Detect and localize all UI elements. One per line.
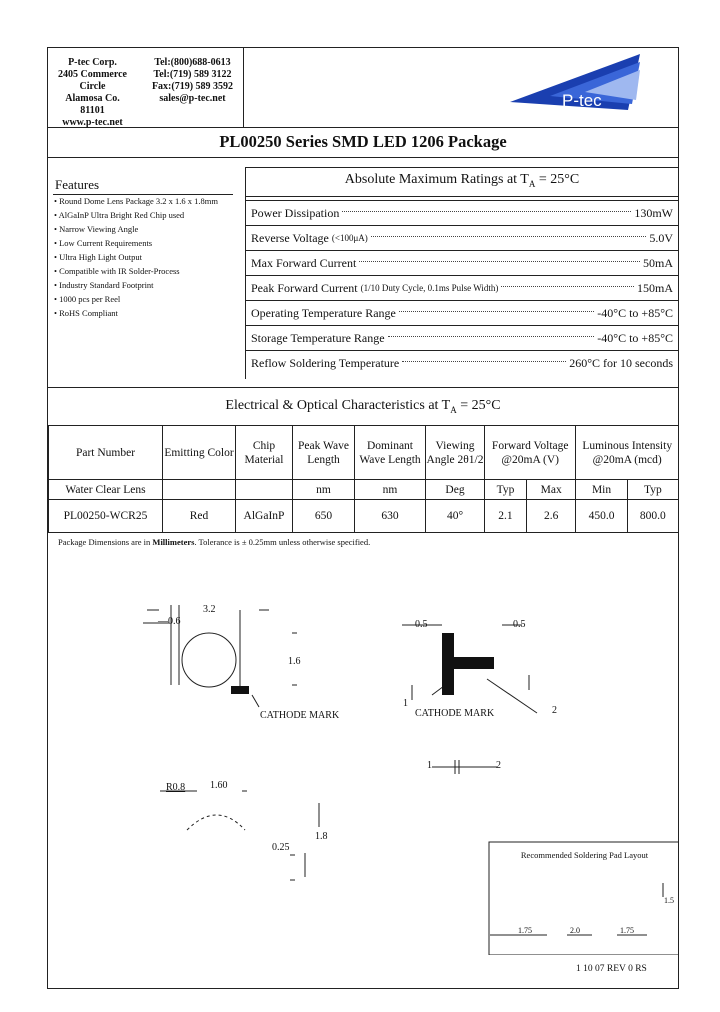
cathode-mark-block [231, 686, 249, 694]
dim-0-6: —0.6 [158, 616, 181, 627]
feature-item: • Low Current Requirements [54, 238, 153, 248]
features-list [54, 194, 244, 320]
unit-max: Max [526, 480, 575, 500]
eo-units-row [49, 480, 679, 500]
dim-0-5-left: 0.5 [415, 619, 428, 630]
cell-color: Red [163, 500, 236, 533]
eo-heading: Electrical & Optical Characteristics at $T_A = 25^\circ C$ [225, 398, 501, 415]
unit-min: Min [576, 480, 627, 500]
company-address1: 2405 Commerce Circle [58, 69, 127, 92]
th-emitting-color: Emitting Color [163, 426, 236, 480]
unit-lens: Water Clear Lens [49, 480, 163, 500]
pad-dim-2: 2.0 [570, 926, 580, 935]
cathode-mark-label-1: CATHODE MARK [260, 710, 340, 721]
company-fax: Fax:(719) 589 3592 [151, 81, 234, 92]
pad-dim-4: 1.5 [664, 896, 674, 905]
company-tel1: Tel:(800)688-0613 [154, 57, 231, 68]
feature-item: • Narrow Viewing Angle [54, 224, 139, 234]
unit-typ: Typ [627, 480, 678, 500]
feature-item: • 1000 pcs per Reel [54, 294, 121, 304]
unit-empty [163, 480, 236, 500]
feature-item: • Compatible with IR Solder-Process [54, 266, 180, 276]
pad-dim-1: 1.75 [518, 926, 532, 935]
cell-chip: AlGaInP [236, 500, 293, 533]
feature-item: • Industry Standard Footprint [54, 280, 154, 290]
company-contact [150, 57, 235, 105]
pad-layout-title: Recommended Soldering Pad Layout [520, 850, 649, 860]
cell-dominant: 630 [355, 500, 426, 533]
dim-radius: R0.8 [166, 782, 186, 793]
pin-1-label: 1 [403, 698, 408, 709]
dimensions-note: Package Dimensions are in Millimeters. Tolerance is ± 0.25mm unless otherwise specified. [58, 537, 371, 547]
dim-1-6: 1.6 [288, 656, 301, 667]
pin-2-label: 2 [552, 705, 557, 716]
package-drawing [47, 555, 679, 955]
symbol-pin-1: 1 [427, 760, 432, 771]
eo-top-line [47, 387, 679, 388]
rating-row-operating-temp: Operating Temperature Range -40°C to +85°C [245, 300, 679, 325]
th-luminous-intensity: Luminous Intensity @20mA (mcd) [576, 426, 679, 480]
cell-part: PL00250-WCR25 [49, 500, 163, 533]
ratings-heading: Absolute Maximum Ratings at $T_A = 25^\circ C$ [344, 172, 580, 189]
rating-row-max-forward: Max Forward Current 50mA [245, 250, 679, 275]
cathode-mark-label-2: CATHODE MARK [415, 708, 495, 719]
dim-0-5-right: 0.5 [513, 619, 526, 630]
dim-3-2: 3.2 [203, 604, 216, 615]
cell-iv-min: 450.0 [576, 500, 627, 533]
dim-1-8: 1.8 [315, 831, 328, 842]
company-info [55, 57, 130, 129]
feature-item: • RoHS Compliant [54, 308, 118, 318]
header-vdivider [243, 47, 244, 127]
rating-row-reflow: Reflow Soldering Temperature 260°C for 10 seconds [245, 350, 679, 375]
eo-data-row [49, 500, 679, 533]
cell-angle: 40° [426, 500, 485, 533]
pad-dim-3: 1.75 [620, 926, 634, 935]
th-part-number: Part Number [49, 426, 163, 480]
cell-peak: 650 [293, 500, 355, 533]
company-web: www.p-tec.net [62, 117, 123, 128]
page-title: PL00250 Series SMD LED 1206 Package [219, 132, 507, 151]
unit-empty [236, 480, 293, 500]
ratings-heading-line [245, 196, 679, 197]
unit-deg: Deg [426, 480, 485, 500]
rating-row-peak-forward: Peak Forward Current (1/10 Duty Cycle, 0.1ms Pulse Width) 150mA [245, 275, 679, 300]
th-viewing-angle: Viewing Angle 2θ1/2 [426, 426, 485, 480]
feature-item: • AlGaInP Ultra Bright Red Chip used [54, 210, 185, 220]
company-name: P-tec Corp. [68, 57, 117, 68]
logo-text: P-tec [562, 91, 602, 110]
unit-nm: nm [355, 480, 426, 500]
th-dominant-wave: Dominant Wave Length [355, 426, 426, 480]
rating-row-power: Power Dissipation 130mW [245, 200, 679, 225]
symbol-pin-2: 2 [496, 760, 501, 771]
feature-item: • Round Dome Lens Package 3.2 x 1.6 x 1.8mm [54, 196, 218, 206]
cell-iv-typ: 800.0 [627, 500, 678, 533]
rating-row-storage-temp: Storage Temperature Range -40°C to +85°C [245, 325, 679, 350]
eo-table [48, 425, 679, 533]
eo-header-row [49, 426, 679, 480]
th-peak-wave: Peak Wave Length [293, 426, 355, 480]
cathode-bar [442, 657, 494, 669]
company-email: sales@p-tec.net [159, 93, 226, 104]
header-divider [47, 127, 679, 128]
company-address2: Alamosa Co. 81101 [65, 93, 120, 116]
title-divider [47, 157, 679, 158]
dim-0-25: 0.25 [272, 842, 290, 853]
footer-revision: 1 10 07 REV 0 RS [576, 964, 647, 974]
feature-item: • Ultra High Light Output [54, 252, 142, 262]
company-tel2: Tel:(719) 589 3122 [153, 69, 232, 80]
unit-typ: Typ [485, 480, 527, 500]
cell-vf-max: 2.6 [526, 500, 575, 533]
unit-nm: nm [293, 480, 355, 500]
ptec-logo [510, 52, 640, 124]
rating-row-reverse-voltage: Reverse Voltage (<100μA) 5.0V [245, 225, 679, 250]
features-heading: Features [55, 177, 100, 192]
dim-1-60: 1.60 [210, 780, 228, 791]
th-chip-material: Chip Material [236, 426, 293, 480]
cell-vf-typ: 2.1 [485, 500, 527, 533]
th-forward-voltage: Forward Voltage @20mA (V) [485, 426, 576, 480]
